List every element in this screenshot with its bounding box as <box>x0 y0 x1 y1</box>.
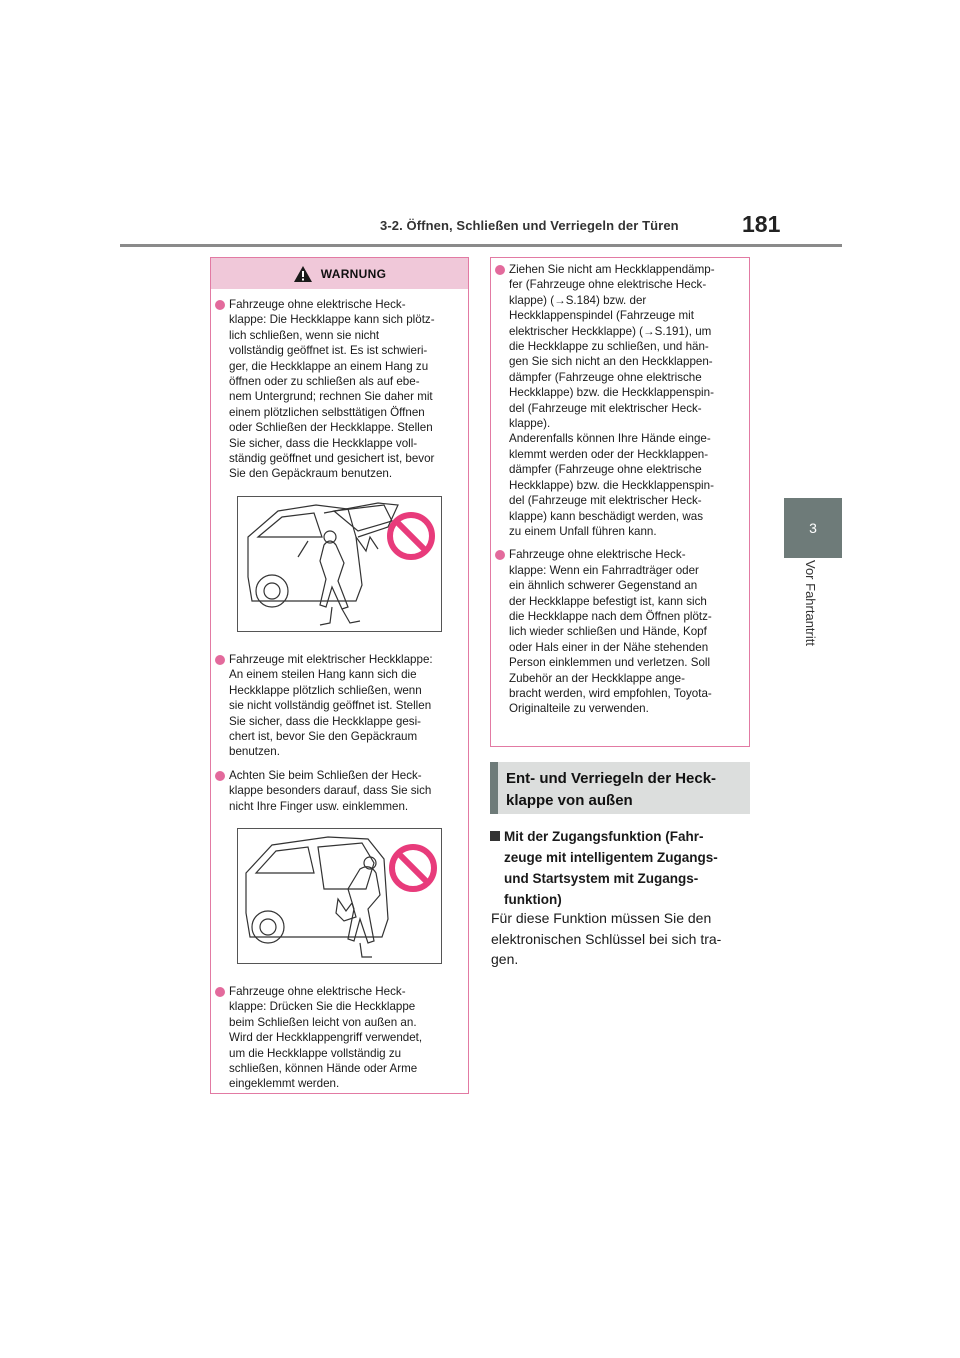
warning-header <box>211 258 468 289</box>
warning-item-text: Achten Sie beim Schließen der Heck- klappe besonders darauf, dass Sie sich nicht Ihre Finger usw. einklemmen. <box>229 768 432 813</box>
warning-item-text: Fahrzeuge ohne elektrische Heck- klappe: Drücken Sie die Heckklappe beim Schließen leicht von außen an. Wird der Heckklappengriff verwendet, um die Heckklappe vollständig zu schließen, können Hände oder Arme eingeklemmt werden. <box>229 984 423 1091</box>
prohibition-icon <box>386 511 436 561</box>
warning-item-text: Fahrzeuge ohne elektrische Heck- klappe: Die Heckklappe kann sich plötz- lich schließen, wenn sie nicht vollständig geöffnet ist. Es ist schwieri- ger, die Heckklappe an einem Hang zu öffnen oder zu schließen als auf ebe- nem Untergrund; rechnen Sie daher mit einem plötzlichen selbsttätigen Öffnen oder Schließen der Heckklappe. Stellen Sie sicher, dass die Heckklappe voll- ständig geöffnet und gesichert ist, bevor Sie den Gepäckraum benutzen. <box>229 298 435 481</box>
section-heading <box>490 762 750 814</box>
warning-item-text: Fahrzeuge ohne elektrische Heck- klappe: Wenn ein Fahrradträger oder ein ähnlich schwerer Gegenstand an der Heckklappe befestigt ist, kann sich die Heckklappe nach dem Öffnen plötz- lich wieder schließen und Hände, Kopf oder Hals einer in der Nähe stehenden Person einklemmen und verletzen. Soll Zubehör an der Heckklappe ange- bracht werden, wird empfohlen, Toyota- Originalteile zu verwenden. <box>509 548 712 716</box>
subheading <box>490 826 752 910</box>
warning-item <box>495 262 743 539</box>
prohibition-icon <box>388 843 438 893</box>
warning-item <box>495 547 743 716</box>
bullet-icon <box>495 265 505 275</box>
illustration-tailgate-falling <box>237 496 442 632</box>
subheading-text: Mit der Zugangsfunktion (Fahr- zeuge mit intelligentem Zugangs- und Startsystem mit Zugangs- funktion) <box>504 829 718 907</box>
illustration-finger-pinch <box>237 828 442 964</box>
warning-item-text: Ziehen Sie nicht am Heckklappendämp- fer (Fahrzeuge ohne elektrische Heck- klappe) (→S.184) bzw. der Heckklappenspindel (Fahrzeuge mit elektrischer Heckklappe) (→S.191), um die Heckklappe zu schließen, und hän- gen Sie sich nicht an den Heckklappen- dämpfer (Fahrzeuge ohne elektrische Heckklappe) bzw. die Heckklappenspin- del (Fahrzeuge mit elektrischer Heck- klappe). Anderenfalls können Ihre Hände einge- klemmt werden oder der Heckklappen- dämpfer (Fahrzeuge ohne elektrische Heckklappe) bzw. die Heckklappenspin- del (Fahrzeuge mit elektrischer Heck- klappe) kann beschädigt werden, was zu einem Unfall führen kann. <box>509 263 715 538</box>
warning-box-left <box>210 257 469 1094</box>
warning-item <box>215 297 462 482</box>
page-number: 181 <box>742 211 781 237</box>
warning-body-right <box>491 258 749 717</box>
bullet-icon <box>215 987 225 997</box>
warning-item-text: Fahrzeuge mit elektrischer Heckklappe: An einem steilen Hang kann sich die Heckklappe plötzlich schließen, wenn sie nicht vollständig geöffnet ist. Stellen Sie sicher, dass die Heckklappe gesi- chert ist, bevor Sie den Gepäckraum benutzen. <box>229 652 433 759</box>
header-rule <box>120 244 842 247</box>
warning-body-left <box>211 297 468 1092</box>
bullet-icon <box>215 771 225 781</box>
body-text: Für diese Funktion müssen Sie den elektronischen Schlüssel bei sich tra- gen. <box>491 910 722 967</box>
warning-item <box>215 768 462 814</box>
warning-triangle-icon <box>293 265 313 283</box>
bullet-icon <box>495 550 505 560</box>
warning-item <box>215 652 462 760</box>
side-label-text: Vor Fahrtantritt <box>803 560 818 646</box>
warning-label: WARNUNG <box>320 266 387 281</box>
illustration-wrap-2 <box>215 828 462 976</box>
page-header-title: 3-2. Öffnen, Schließen und Verriegeln der Türen <box>380 218 679 233</box>
bullet-icon <box>215 300 225 310</box>
side-label <box>803 560 823 680</box>
illustration-wrap-1 <box>215 496 462 644</box>
warning-box-right <box>490 257 750 747</box>
warning-item <box>215 984 462 1092</box>
chapter-tab: 3 <box>784 498 842 558</box>
section-heading-text: Ent- und Verriegeln der Heck- klappe von außen <box>506 770 717 809</box>
bullet-icon <box>215 655 225 665</box>
square-bullet-icon <box>490 831 500 841</box>
